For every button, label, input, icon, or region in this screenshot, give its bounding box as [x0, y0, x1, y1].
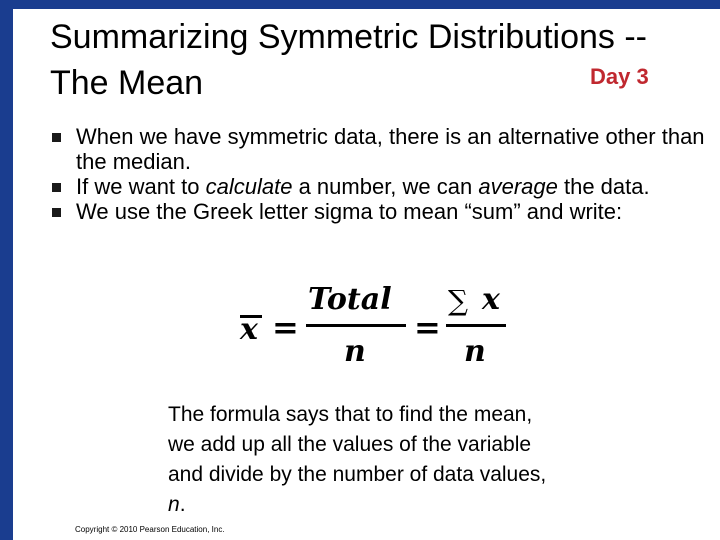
fraction-bar-1 [306, 324, 406, 327]
slide-title [50, 14, 710, 106]
formula-xbar: x [240, 312, 258, 347]
copyright-footer: Copyright © 2010 Pearson Education, Inc. [75, 525, 225, 534]
formula-numerator-x: x [482, 282, 500, 317]
caption-period: . [179, 493, 186, 516]
left-accent-bar [0, 0, 13, 540]
bullet-text-1: When we have symmetric data, there is an alternative other than the median. [76, 124, 705, 174]
formula-equals-2: = [414, 308, 441, 346]
formula-equals-1: = [272, 308, 299, 346]
formula-denominator-n-1: n [344, 334, 366, 369]
formula-numerator-total: Total [308, 282, 392, 317]
square-bullet-icon [52, 183, 61, 192]
bullet-text-2-average: average [478, 174, 558, 199]
fraction-bar-2 [446, 324, 506, 327]
bullet-item-3 [50, 199, 710, 224]
title-line-2: The Mean [50, 64, 204, 102]
caption-text: The formula says that to find the mean, we add up all the values of the variable and divide by the number of data values, [168, 403, 547, 486]
day-badge: Day 3 [590, 64, 649, 89]
caption-variable-n: n [168, 493, 180, 516]
square-bullet-icon [52, 208, 61, 217]
mean-formula [232, 278, 522, 378]
bullet-text-2a: If we want to [76, 174, 206, 199]
bullet-item-2 [50, 174, 710, 199]
bullet-list [50, 124, 710, 224]
sigma-icon: ∑ [448, 284, 468, 317]
bullet-text-2c: the data. [557, 174, 650, 199]
top-accent-bar [0, 0, 720, 9]
bullet-item-1 [50, 124, 710, 174]
title-line-1: Summarizing Symmetric Distributions -- [50, 18, 647, 56]
formula-denominator-n-2: n [464, 334, 486, 369]
square-bullet-icon [52, 133, 61, 142]
bullet-text-3: We use the Greek letter sigma to mean “sum” and write: [76, 199, 623, 224]
bullet-text-2b: a number, we can [292, 174, 479, 199]
formula-explanation [168, 400, 548, 520]
bullet-text-2-calculate: calculate [205, 174, 293, 199]
